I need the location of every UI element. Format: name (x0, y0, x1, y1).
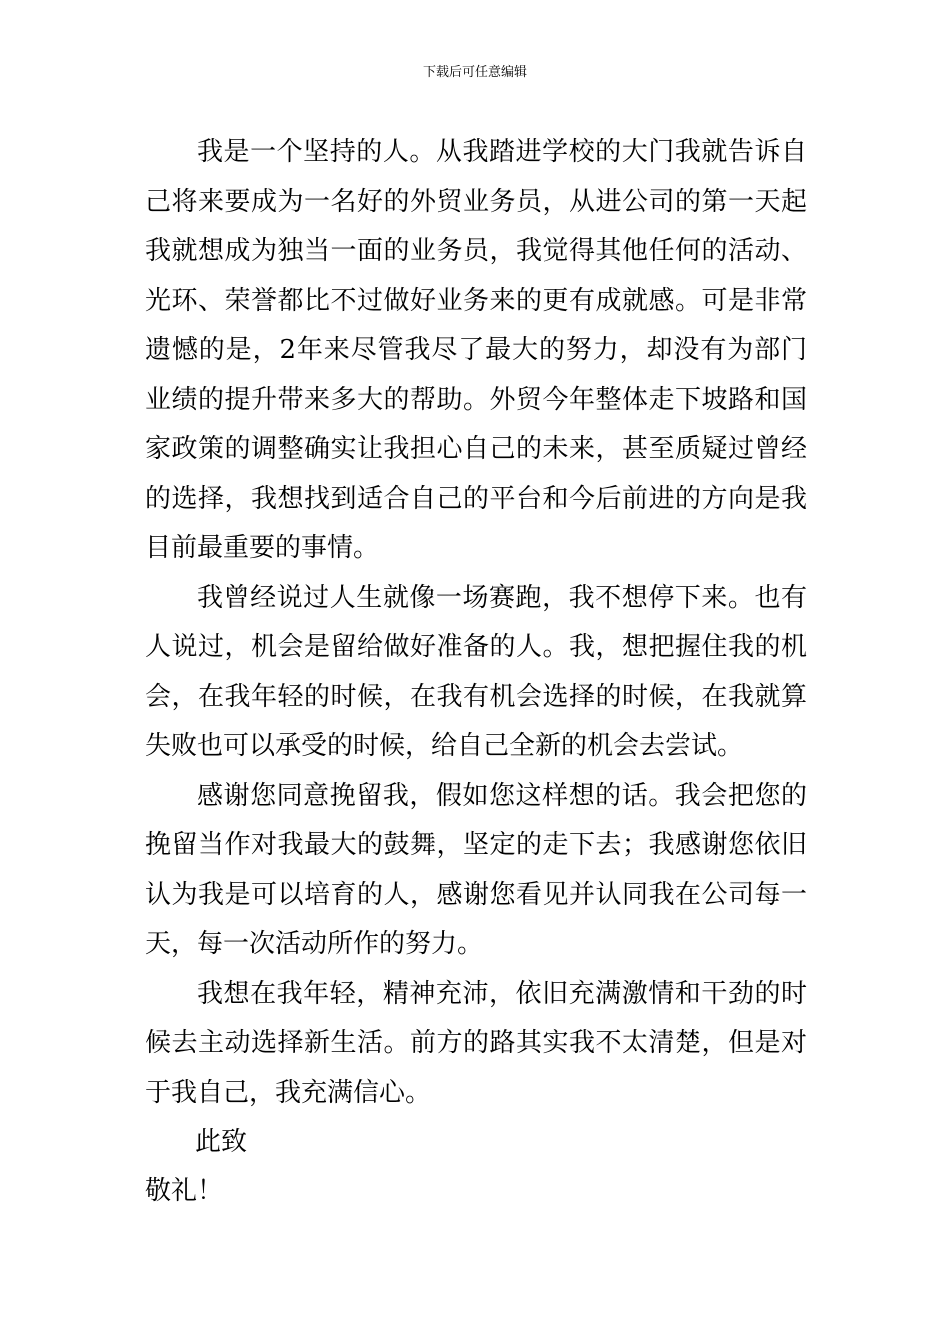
letter-body (145, 128, 807, 1216)
letter-paragraph-4: 我想在我年轻，精神充沛，依旧充满激情和干劲的时候去主动选择新生活。前方的路其实我不太清楚，但是对于我自己，我充满信心。 (145, 978, 807, 1108)
letter-paragraph-1: 我是一个坚持的人。从我踏进学校的大门我就告诉自己将来要成为一名好的外贸业务员，从进公司的第一天起我就想成为独当一面的业务员，我觉得其他任何的活动、光环、荣誉都比不过做好业务来的更有成就感。可是非常遗憾的是，2年来尽管我尽了最大的努力，却没有为部门业绩的提升带来多大的帮助。外贸今年整体走下坡路和国家政策的调整确实让我担心自己的未来，甚至质疑过曾经的选择，我想找到适合自己的平台和今后前进的方向是我目前最重要的事情。 (145, 137, 807, 563)
letter-paragraph-2: 我曾经说过人生就像一场赛跑，我不想停下来。也有人说过，机会是留给做好准备的人。我，想把握住我的机会，在我年轻的时候，在我有机会选择的时候，在我就算失败也可以承受的时候，给自己全新的机会去尝试。 (145, 582, 807, 761)
letter-paragraph-3: 感谢您同意挽留我，假如您这样想的话。我会把您的挽留当作对我最大的鼓舞，坚定的走下去；我感谢您依旧认为我是可以培育的人，感谢您看见并认同我在公司每一天，每一次活动所作的努力。 (145, 780, 807, 959)
page-header: 下载后可任意编辑 (422, 65, 527, 80)
letter-closing: 此致 (195, 1127, 248, 1157)
letter-salutation: 敬礼！ (145, 1176, 224, 1206)
